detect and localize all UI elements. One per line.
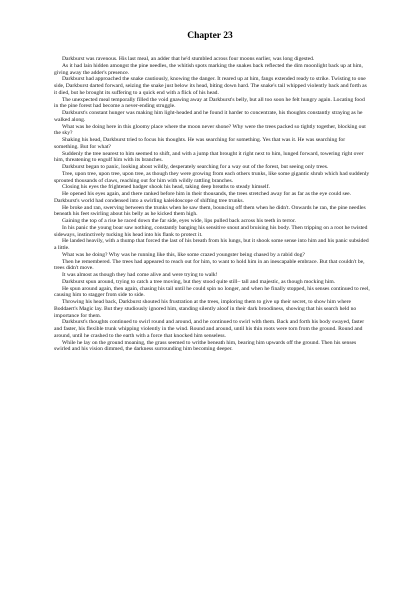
paragraph: Darkburst spun around, trying to catch a tree moving, but they stood quite still– tall and majestic, as though mocking him.: [62, 278, 336, 285]
paragraph: Closing his eyes the frightened badger shook his head, taking deep breaths to steady himself.: [62, 184, 270, 191]
paragraph: What was he doing here in this gloomy place where the moon never shone? Why were the trees packed so tightly together, blocking out the sky?: [54, 123, 366, 137]
chapter-title: Chapter 23: [187, 31, 233, 41]
paragraph: Gaining the top of a rise he raced down the far side, eyes wide, lips pulled back across his teeth in terror.: [62, 218, 296, 224]
paragraph: Suddenly the tree nearest to him seemed to shift, and with a jump that brought it right next to him, lunged forward, towering right over him, threatening to engulf him with its branches.: [54, 150, 364, 164]
paragraph: Darkburst began to panic, looking about wildly, desperately searching for a way out of the forest, but seeing only trees.: [62, 164, 329, 170]
paragraph: Shaking his head, Darkburst tried to focus his thoughts. He was searching for something. Yes that was it. He was searching for something. But for what?: [54, 137, 346, 150]
paragraph: He broke and ran, swerving between the trunks when he saw them, bouncing off them when he didn't. Onwards he ran, the pine needles beneath his feet swirling about his belly as he kicked them high.: [54, 204, 366, 218]
paragraph: Tree, upon tree, upon tree, upon tree, as though they were growing from each others trunks, like some gigantic shrub which had suddenly sprouted thousands of claws, reaching out for him with wildly rattling branches.: [54, 170, 370, 184]
paragraph: What was he doing? Why was he running like this, like some crazed youngster being chased by a rabid dog?: [62, 251, 305, 258]
paragraph: Throwing his head back, Darkburst shouted his frustration at the trees, imploring them to give up their secret, to show him where Boddaert's Magic lay. But they studiously ignored him, standing silently aloof in their dark broodiness, showing that his search held no importance for them.: [54, 299, 357, 319]
paragraph: While he lay on the ground moaning, the grass seemed to writhe beneath him, bearing him upwards off the ground. Then his senses swirled and his vision dimmed, the darkness surrounding him becoming deeper.: [54, 339, 357, 353]
paragraph: Darkburst had approached the snake cautiously, knowing the danger. It reared up at him, fangs extended ready to strike. Twisting to one side, Darkburst darted forward, seizing the snake just below its head, biting down hard. The snake's tail whipped violently back and forth as it died, but he brought its suffering to a quick end with a flick of his head.: [54, 76, 367, 96]
paragraph: The unexpected meal temporally filled the void gnawing away at Darkburst's belly, but all too soon he felt hungry again. Locating food in the pine forest had become a never-ending struggle.: [54, 96, 365, 110]
chapter-body: [54, 56, 370, 353]
paragraph: Darkburst's thoughts continued to swirl round and around, and he continued to swirl with them. Back and forth his body swayed, faster and faster, his flexible trunk whipping violently in the wind. Round and around, until his thin roots were torn from the ground. Round and around, until he crashed to the earth with a force that knocked him senseless.: [54, 319, 365, 339]
paragraph: Darkburst was ravenous. His last meal, an adder that he'd stumbled across four moons earlier, was long digested.: [62, 56, 315, 62]
paragraph: He spun around again, then again, chasing his tail until he could spin no longer, and when he finally stopped, his senses continued to reel, causing him to stagger from side to side.: [54, 285, 370, 299]
paragraph: He opened his eyes again, and there ranked before him in their thousands, the trees stretched away for as far as the eye could see. Darkburst's world had condensed into a swirling kaleidoscope of shifting tree trunks.: [54, 191, 352, 204]
paragraph: As it had lain hidden amongst the pine needles, the whitish spots marking the snakes back reflected the dim moonlight back up at him, giving away the adder's presence.: [54, 62, 363, 76]
paragraph: Then he remembered. The trees had appeared to reach out for him, to want to hold him in an inescapable embrace. But that couldn't be, trees didn't move.: [54, 258, 365, 272]
paragraph: Darkburst's constant hunger was making him light-headed and he found it harder to concentrate, his thoughts constantly straying as he walked along.: [54, 110, 363, 123]
paragraph: In his panic the young boar saw nothing, constantly banging his sensitive snout and bruising his body. Then tripping on a root he twisted sideways, instinctively tucking his head into his flank to protect it.: [54, 224, 368, 238]
paragraph: He landed heavily, with a thump that forced the last of his breath from his lungs, but it shook some sense into him and his panic subsided a little.: [54, 238, 369, 251]
paragraph: It was almost as though they had come alive and were trying to walk!: [62, 272, 218, 278]
